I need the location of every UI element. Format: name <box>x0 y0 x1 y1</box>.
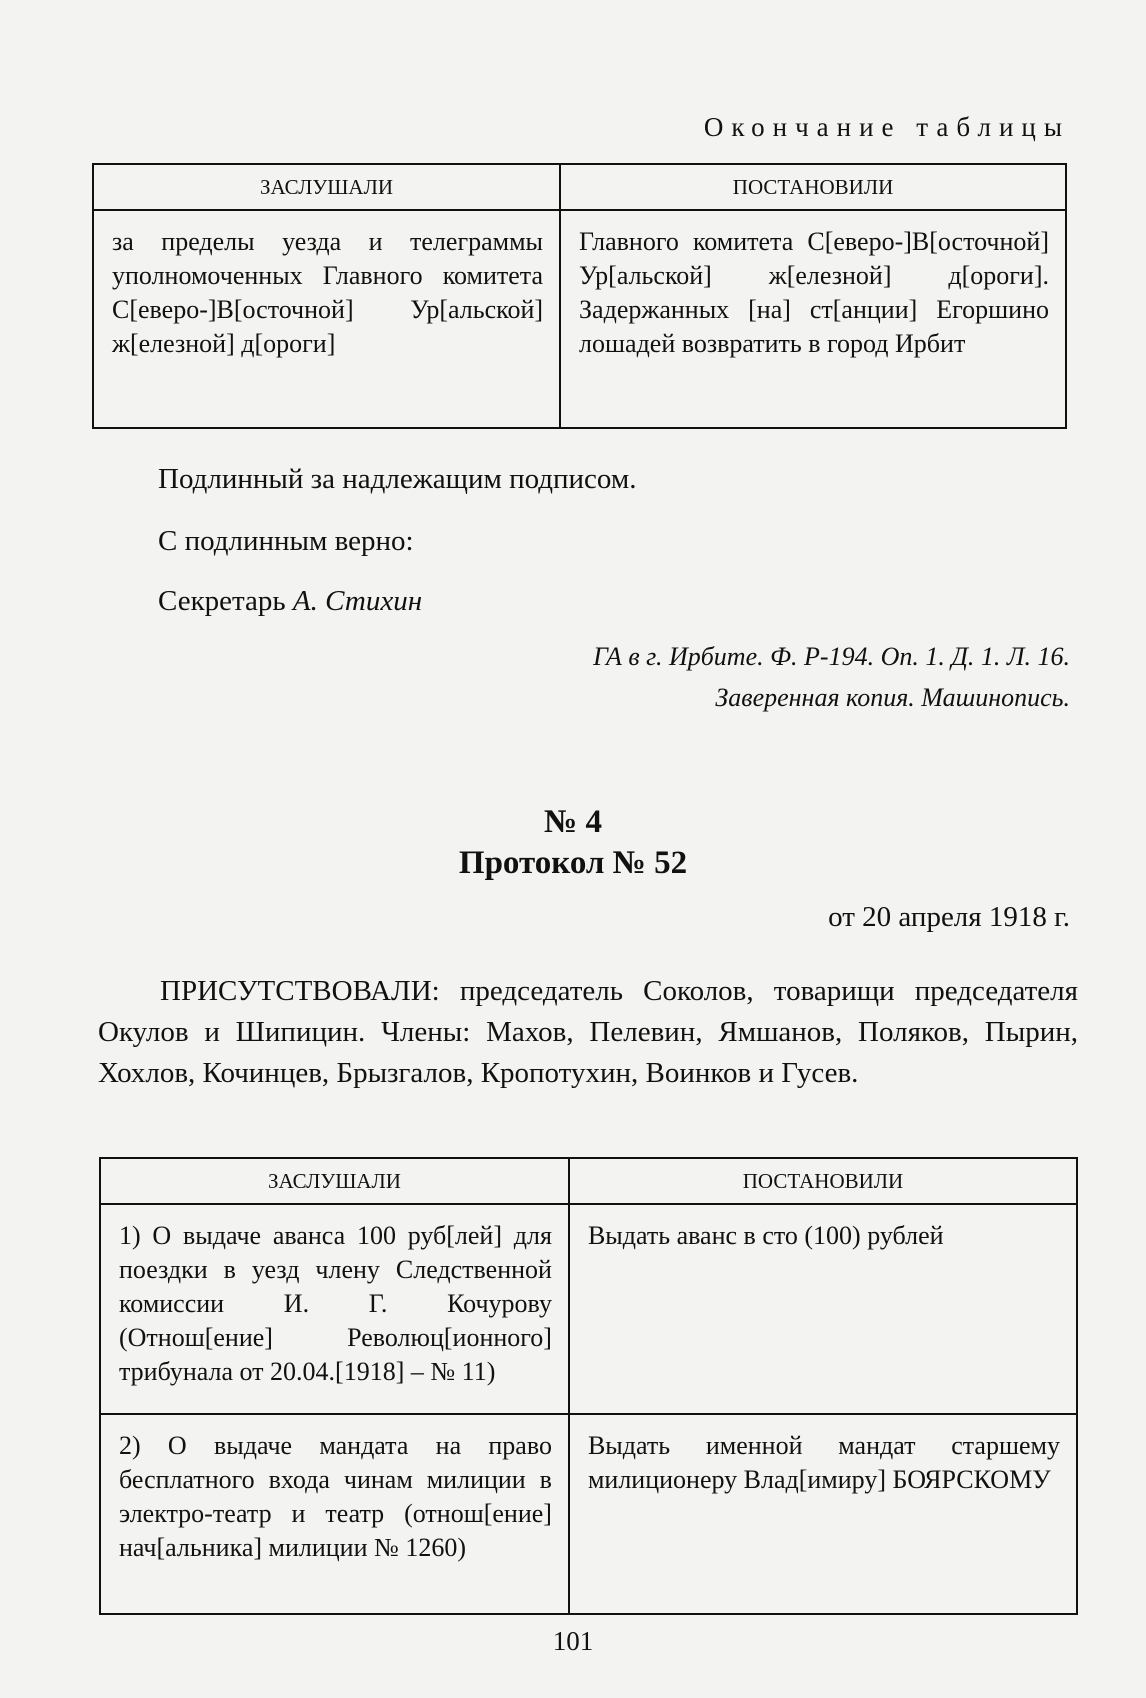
cell-heard: 2) О выдаче мандата на право бесплатного входа чинам милиции в электро-театр и театр (отнош[ение] нач[альника] милиции № 1260) <box>100 1414 569 1614</box>
header-heard: ЗАСЛУШАЛИ <box>100 1158 569 1204</box>
table-row <box>100 1204 1077 1414</box>
original-note: Подлинный за надлежащим подписом. <box>158 463 637 495</box>
table-continuation <box>92 163 1067 429</box>
header-resolved: ПОСТАНОВИЛИ <box>569 1158 1077 1204</box>
cell-heard: за пределы уезда и телеграммы уполномоченных Главного комитета С[еверо-]В[осточной] Ур[альской] ж[елезной] д[ороги] <box>93 210 560 428</box>
table-row <box>93 210 1066 428</box>
table-row <box>100 1414 1077 1614</box>
protocol-table <box>99 1157 1078 1615</box>
secretary-label: Секретарь <box>158 585 286 617</box>
secretary-line <box>158 585 422 618</box>
header-resolved: ПОСТАНОВИЛИ <box>560 164 1066 210</box>
protocol-title: Протокол № 52 <box>458 845 688 881</box>
cell-resolved: Выдать аванс в сто (100) рублей <box>569 1204 1077 1414</box>
source-type: Заверенная копия. Машинопись. <box>715 683 1070 712</box>
document-number: № 4 <box>544 804 602 840</box>
attendees-paragraph: ПРИСУТСТВОВАЛИ: председатель Соколов, товарищи председателя Окулов и Шипицин. Члены: Махов, Пелевин, Ямшанов, Поляков, Пырин, Хохлов, Кочинцев, Брызгалов, Кропотухин, Воинков и Гусев. <box>98 975 1078 1089</box>
cell-resolved: Выдать именной мандат старшему милиционеру Влад[имиру] БОЯРСКОМУ <box>569 1414 1077 1614</box>
table-header-row <box>93 164 1066 210</box>
cell-resolved: Главного комитета С[еверо-]В[осточной] Ур[альской] ж[елезной] д[ороги]. Задержанных [на] ст[анции] Егоршино лошадей возвратить в город Ирбит <box>560 210 1066 428</box>
secretary-name: А. Стихин <box>292 585 423 617</box>
page-number: 101 <box>552 1626 594 1656</box>
header-heard: ЗАСЛУШАЛИ <box>93 164 560 210</box>
cell-heard: 1) О выдаче аванса 100 руб[лей] для поездки в уезд члену Следственной комиссии И. Г. Кочурову (Отнош[ение] Революц[ионного] трибунала от 20.04.[1918] – № 11) <box>100 1204 569 1414</box>
source-archive: ГА в г. Ирбите. Ф. Р-194. Оп. 1. Д. 1. Л. 16. <box>593 642 1070 671</box>
end-of-table-label: Окончание таблицы <box>703 112 1070 142</box>
copy-note: С подлинным верно: <box>158 525 414 557</box>
protocol-date: от 20 апреля 1918 г. <box>828 901 1070 933</box>
table-header-row <box>100 1158 1077 1204</box>
